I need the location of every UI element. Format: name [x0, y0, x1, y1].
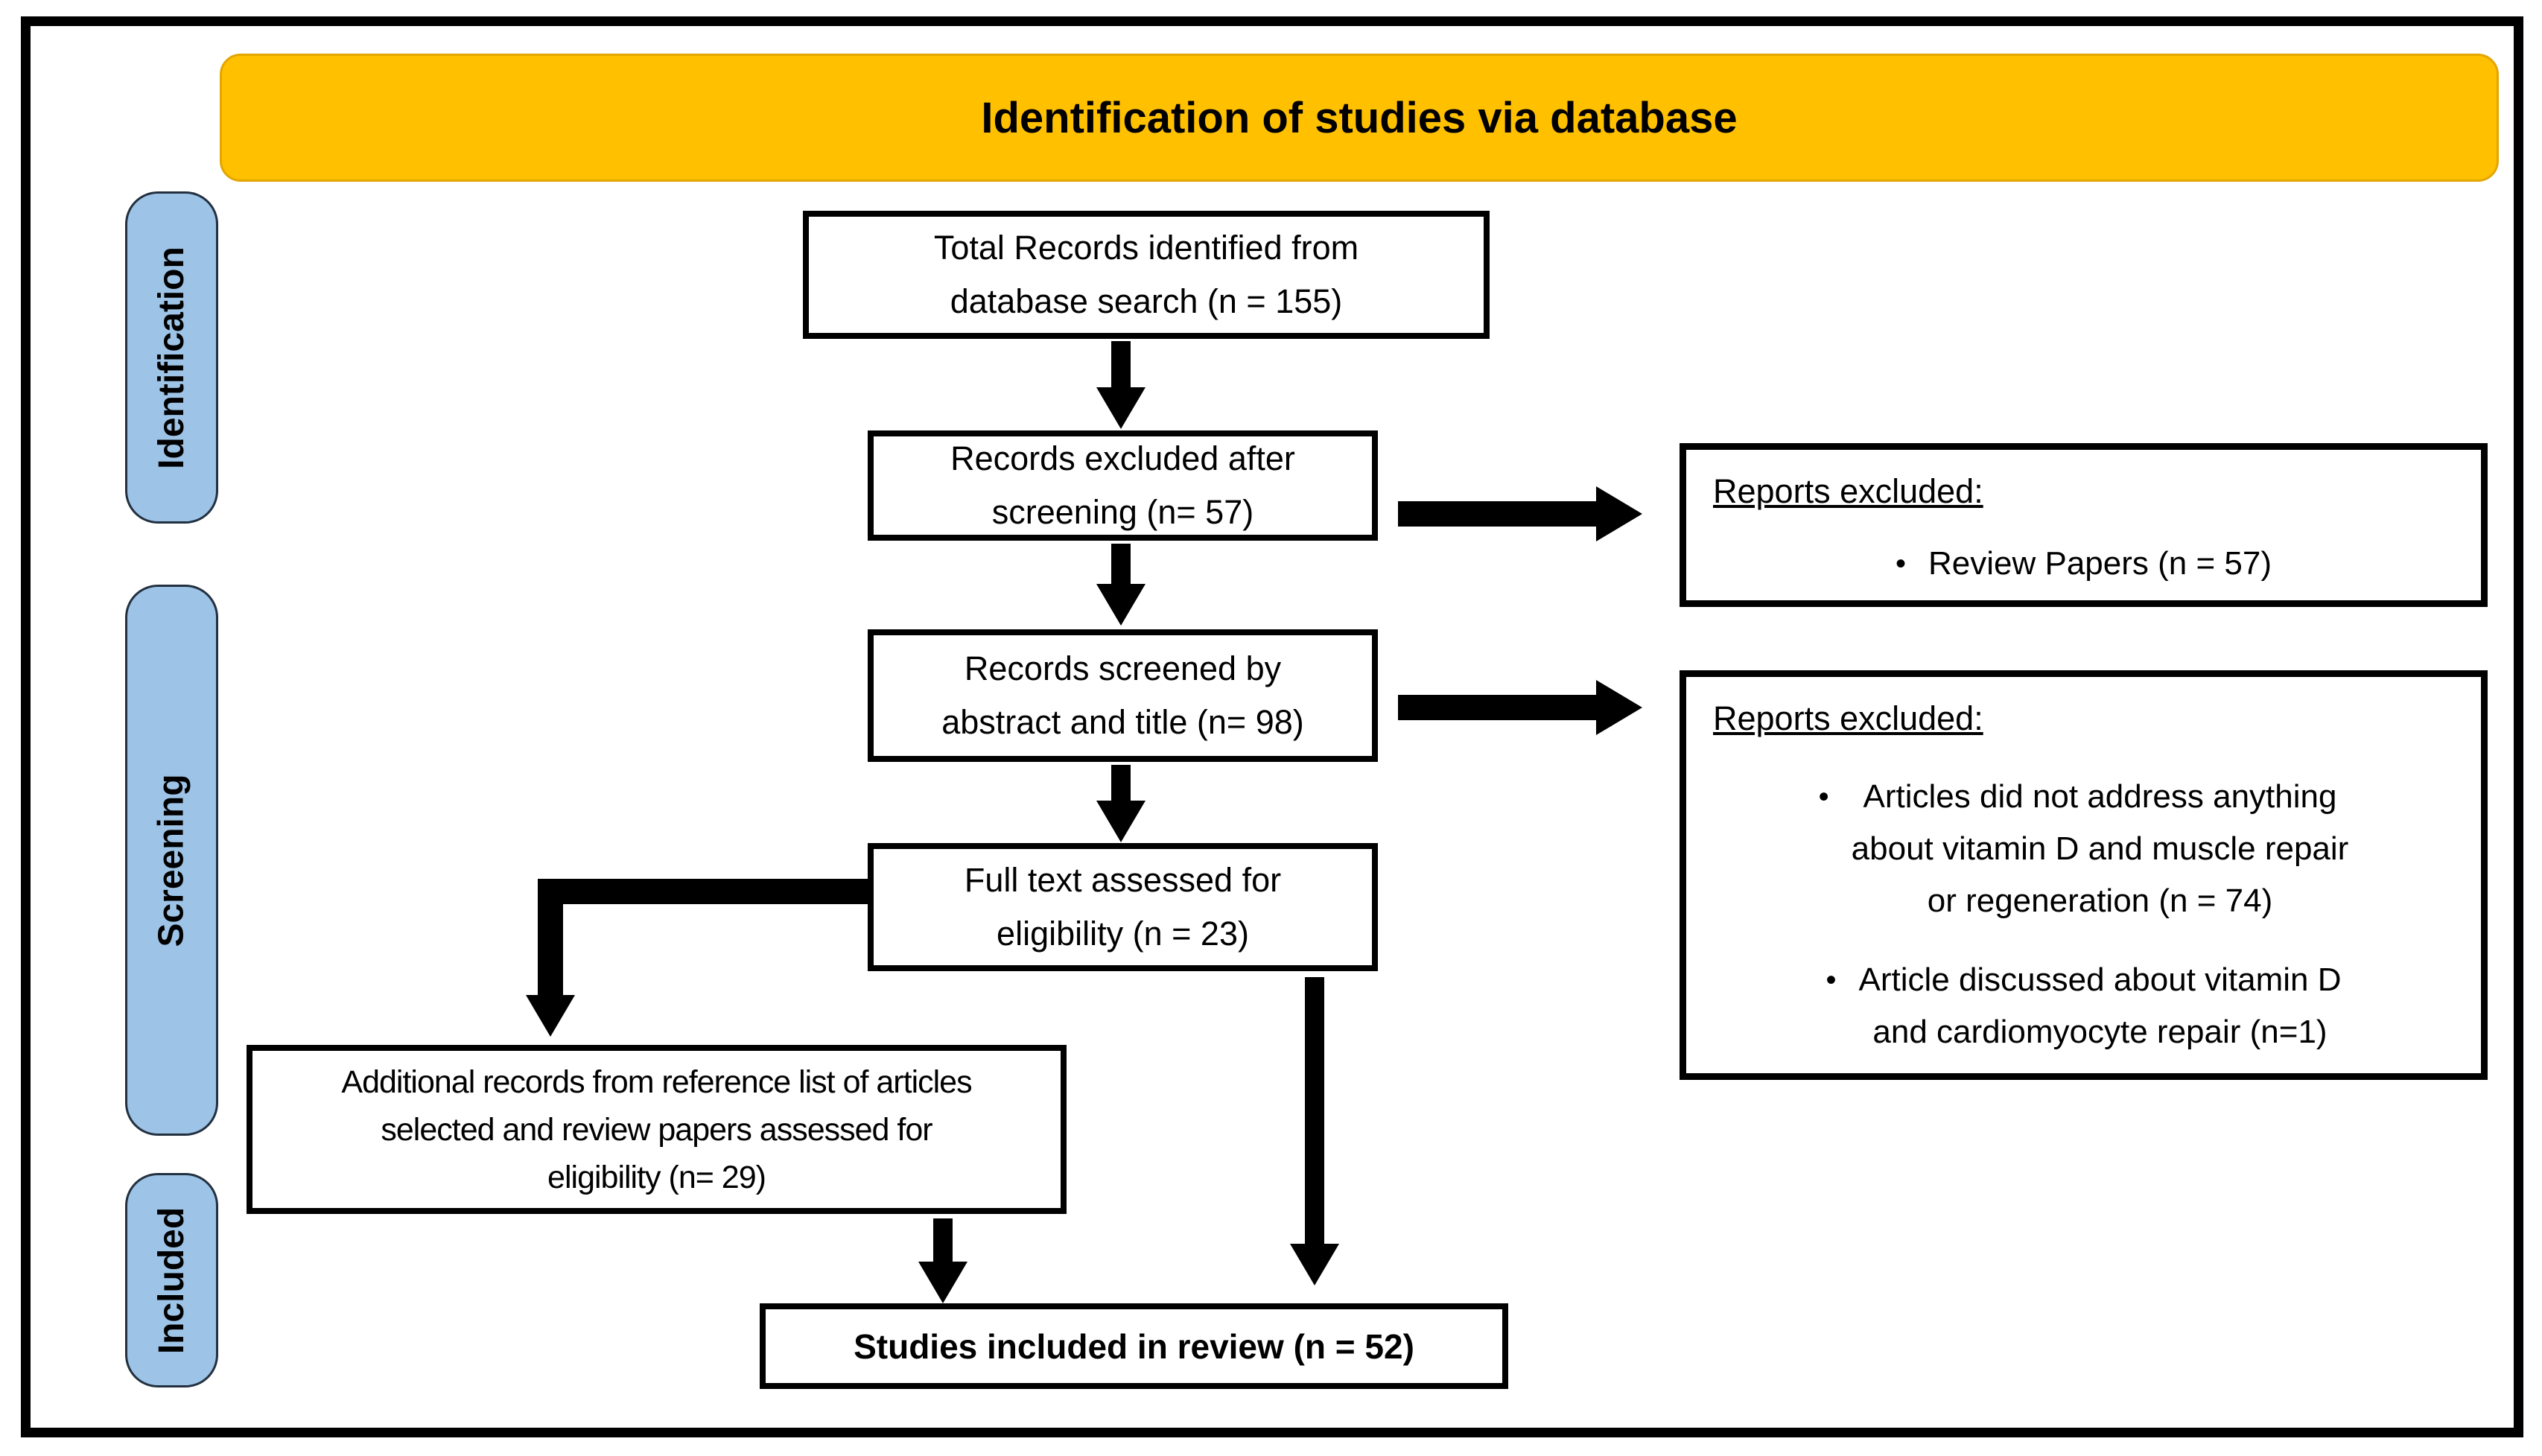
arrow-excluded-to-reports-head — [1596, 486, 1642, 541]
box-full-text — [868, 843, 1378, 971]
box-records-excluded-line2: screening (n= 57) — [991, 493, 1254, 531]
box-additional-records-line2: selected and review papers assessed for — [381, 1111, 932, 1148]
box-total-records — [803, 211, 1490, 339]
bullet-text-line2: about vitamin D and muscle repair — [1851, 830, 2349, 867]
box-additional-records — [247, 1045, 1067, 1214]
box-records-excluded-line1: Records excluded after — [950, 439, 1295, 477]
arrow-excluded-to-screened-shaft — [1111, 544, 1131, 584]
arrow-fulltext-to-included-shaft — [1305, 977, 1324, 1244]
arrow-fulltext-to-included-head — [1290, 1244, 1339, 1285]
box-additional-records-line1: Additional records from reference list of articles — [341, 1064, 972, 1100]
arrow-total-to-excluded-head — [1096, 387, 1146, 429]
arrow-additional-to-included-head — [918, 1262, 967, 1303]
exclusion-box-screening — [1680, 443, 2488, 607]
box-records-screened-line1: Records screened by — [964, 649, 1282, 687]
box-total-records-line2: database search (n = 155) — [950, 282, 1343, 320]
arrow-fulltext-to-additional-head — [526, 995, 575, 1037]
box-records-screened-line2: abstract and title (n= 98) — [941, 703, 1304, 741]
stage-included — [125, 1173, 218, 1387]
arrow-total-to-excluded-shaft — [1111, 341, 1131, 387]
box-additional-records-line3: eligibility (n= 29) — [547, 1159, 766, 1195]
arrow-fulltext-to-additional-hbar — [538, 879, 868, 904]
stage-identification — [125, 191, 218, 524]
box-studies-included-line1: Studies included in review (n = 52) — [854, 1326, 1414, 1366]
exclusion-box-screening-heading: Reports excluded: — [1713, 472, 1983, 510]
arrow-screened-to-fulltext-head — [1096, 801, 1146, 842]
box-records-screened — [868, 629, 1378, 762]
exclusion-box-fulltext-heading: Reports excluded: — [1713, 699, 1983, 737]
exclusion-bullet — [1713, 771, 2454, 927]
exclusion-bullet — [1713, 538, 2454, 590]
banner-title: Identification of studies via database — [981, 93, 1738, 142]
arrow-screened-to-fulltext-shaft — [1111, 765, 1131, 801]
arrow-screened-to-reports-head — [1596, 680, 1642, 735]
bullet-text-line3: or regeneration (n = 74) — [1927, 883, 2273, 919]
bullet-text: Review Papers (n = 57) — [1928, 545, 2272, 582]
box-studies-included — [760, 1303, 1508, 1389]
bullet-icon: • — [1818, 781, 1829, 813]
arrow-additional-to-included-shaft — [933, 1218, 953, 1262]
exclusion-box-fulltext — [1680, 670, 2488, 1080]
bullet-text-line1: Articles did not address anything — [1863, 778, 2337, 815]
box-full-text-line2: eligibility (n = 23) — [997, 915, 1249, 953]
box-total-records-line1: Total Records identified from — [933, 229, 1359, 267]
stage-identification-label: Identification — [152, 246, 192, 469]
title-banner — [220, 54, 2499, 182]
bullet-text-line1: Article discussed about vitamin D — [1858, 961, 2342, 998]
arrow-excluded-to-screened-head — [1096, 584, 1146, 626]
box-full-text-line1: Full text assessed for — [964, 861, 1282, 899]
arrow-fulltext-to-additional-vshaft — [538, 879, 563, 995]
bullet-text-line2: and cardiomyocyte repair (n=1) — [1872, 1014, 2327, 1050]
stage-included-label: Included — [152, 1207, 191, 1354]
exclusion-bullet — [1713, 954, 2454, 1058]
arrow-excluded-to-reports-shaft — [1398, 501, 1596, 527]
arrow-screened-to-reports-shaft — [1398, 695, 1596, 720]
box-records-excluded — [868, 430, 1378, 541]
bullet-icon: • — [1826, 964, 1837, 996]
bullet-icon: • — [1895, 547, 1906, 580]
stage-screening-label: Screening — [152, 773, 192, 947]
stage-screening — [125, 585, 218, 1136]
